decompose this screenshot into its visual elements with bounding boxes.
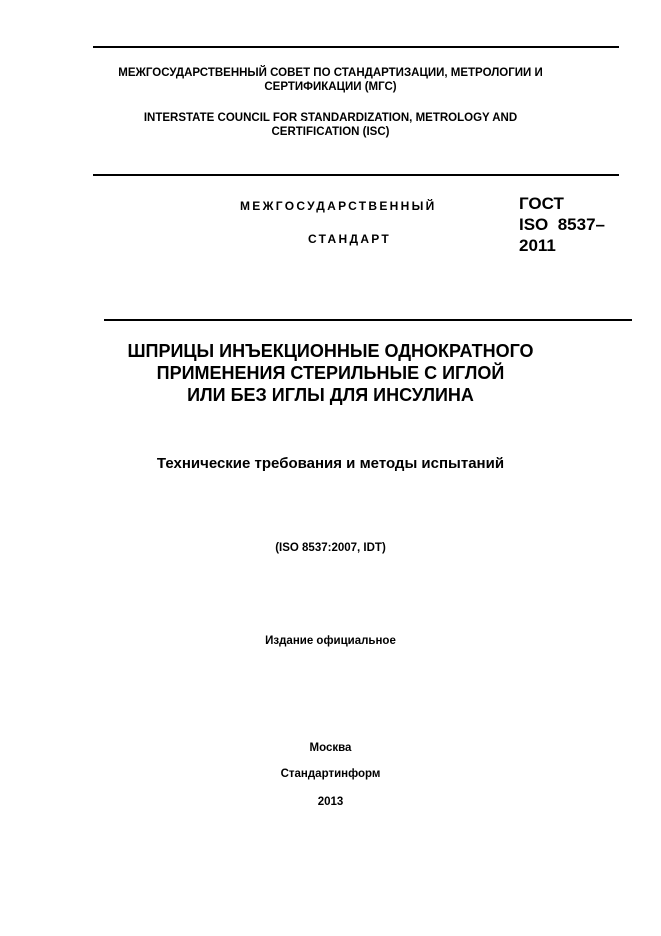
council-name-en xyxy=(0,111,661,139)
council-ru-line1: МЕЖГОСУДАРСТВЕННЫЙ СОВЕТ ПО СТАНДАРТИЗАЦИИ, МЕТРОЛОГИИ И xyxy=(118,67,543,79)
imprint-city: Москва xyxy=(309,742,352,754)
title-rule xyxy=(104,319,632,321)
gost-line1: ГОСТ xyxy=(519,194,564,213)
council-en-line1: INTERSTATE COUNCIL FOR STANDARDIZATION, METROLOGY AND xyxy=(143,112,518,124)
imprint-year: 2013 xyxy=(317,796,344,808)
council-separator-rule xyxy=(93,174,619,176)
council-en-line2: CERTIFICATION (ISC) xyxy=(271,126,390,138)
top-rule xyxy=(93,46,619,48)
standard-designation xyxy=(519,193,605,256)
standard-type-word2: СТАНДАРТ xyxy=(308,232,392,246)
council-ru-line2: СЕРТИФИКАЦИИ (МГС) xyxy=(264,81,397,93)
council-name-ru xyxy=(0,66,661,94)
edition-note: Издание официальное xyxy=(265,635,396,647)
document-subtitle: Технические требования и методы испытаний xyxy=(156,455,505,472)
title-line2: ПРИМЕНЕНИЯ СТЕРИЛЬНЫЕ С ИГЛОЙ xyxy=(156,363,505,383)
title-line3: ИЛИ БЕЗ ИГЛЫ ДЛЯ ИНСУЛИНА xyxy=(187,385,474,405)
gost-line2: ISO 8537– xyxy=(519,215,606,234)
iso-reference: (ISO 8537:2007, IDT) xyxy=(275,542,386,554)
document-title xyxy=(0,340,661,406)
imprint-publisher: Стандартинформ xyxy=(280,768,381,780)
gost-line3: 2011 xyxy=(519,236,556,255)
standard-type-word1: МЕЖГОСУДАРСТВЕННЫЙ xyxy=(240,199,437,213)
title-line1: ШПРИЦЫ ИНЪЕКЦИОННЫЕ ОДНОКРАТНОГО xyxy=(127,341,534,361)
